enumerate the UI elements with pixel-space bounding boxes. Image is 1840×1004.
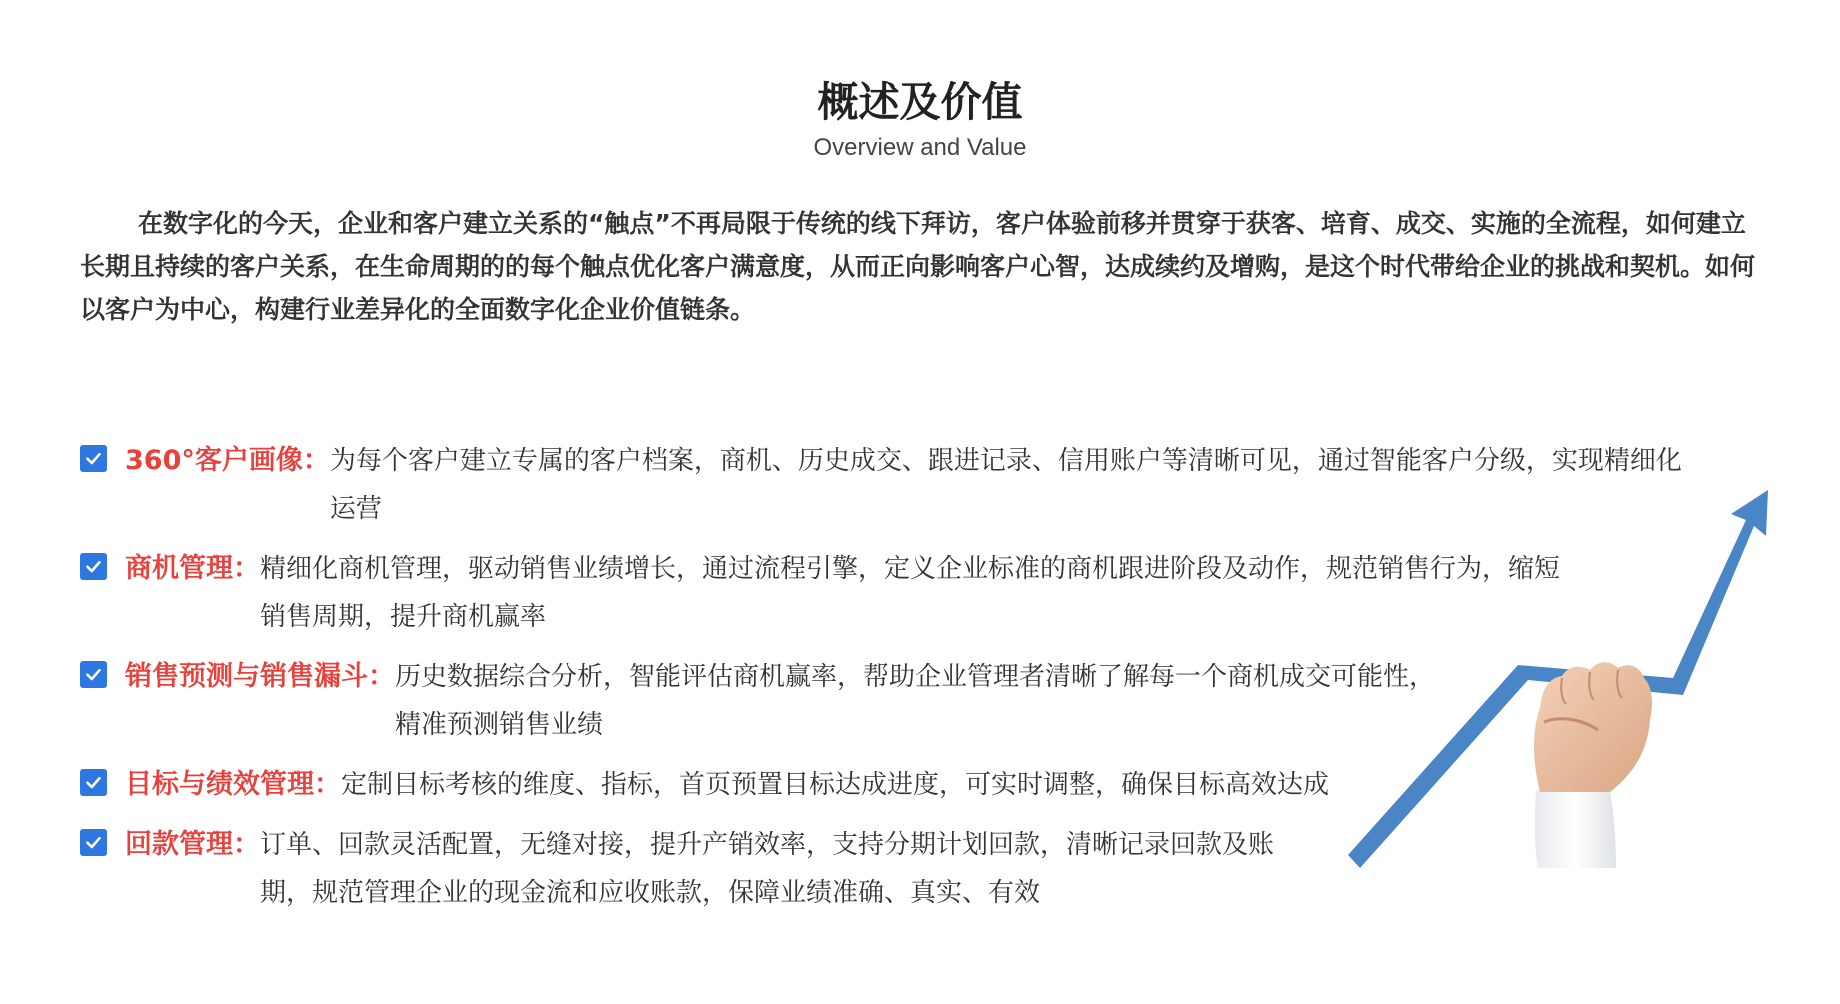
feature-description: 订单、回款灵活配置，无缝对接，提升产销效率，支持分期计划回款，清晰记录回款及账期，规范管理企业的现金流和应收账款，保障业绩准确、真实、有效 — [260, 830, 1275, 908]
rising-arrow-fist-illustration — [1348, 490, 1773, 868]
checkbox-checked-icon — [80, 445, 107, 472]
feature-description: 精细化商机管理，驱动销售业绩增长，通过流程引擎，定义企业标准的商机跟进阶段及动作，规范销售行为，缩短销售周期，提升商机赢率 — [260, 554, 1561, 632]
checkbox-checked-icon — [80, 553, 107, 580]
feature-item-sales-forecast — [80, 653, 1440, 749]
arm-sleeve — [1535, 790, 1616, 868]
feature-description: 定制目标考核的维度、指标，首页预置目标达成进度，可实时调整，确保目标高效达成 — [341, 770, 1330, 800]
feature-item-goal-performance — [80, 761, 1330, 809]
page-title: 概述及价值 — [817, 78, 1023, 126]
page-subtitle: Overview and Value — [813, 134, 1027, 161]
feature-item-opportunity-management — [80, 545, 1560, 641]
intro-paragraph: 在数字化的今天，企业和客户建立关系的“触点”不再局限于传统的线下拜访，客户体验前移并贯穿于获客、培育、成交、实施的全流程，如何建立长期且持续的客户关系，在生命周期的的每个触点优化客户满意度，从而正向影响客户心智，达成续约及增购，是这个时代带给企业的挑战和契机。如何以客户为中心，构建行业差异化的全面数字化企业价值链条。 — [80, 209, 1756, 324]
feature-title: 销售预测与销售漏斗： — [125, 661, 395, 692]
feature-title: 回款管理： — [125, 829, 260, 860]
feature-description: 历史数据综合分析，智能评估商机赢率，帮助企业管理者清晰了解每一个商机成交可能性，精准预测销售业绩 — [395, 662, 1436, 740]
checkbox-checked-icon — [80, 769, 107, 796]
feature-item-payment-management — [80, 821, 1290, 917]
feature-title: 360°客户画像： — [125, 445, 330, 476]
feature-title: 目标与绩效管理： — [125, 769, 341, 800]
feature-description: 为每个客户建立专属的客户档案，商机、历史成交、跟进记录、信用账户等清晰可见，通过智能客户分级，实现精细化运营 — [329, 446, 1682, 524]
checkbox-checked-icon — [80, 829, 107, 856]
checkbox-checked-icon — [80, 661, 107, 688]
feature-title: 商机管理： — [125, 553, 260, 584]
